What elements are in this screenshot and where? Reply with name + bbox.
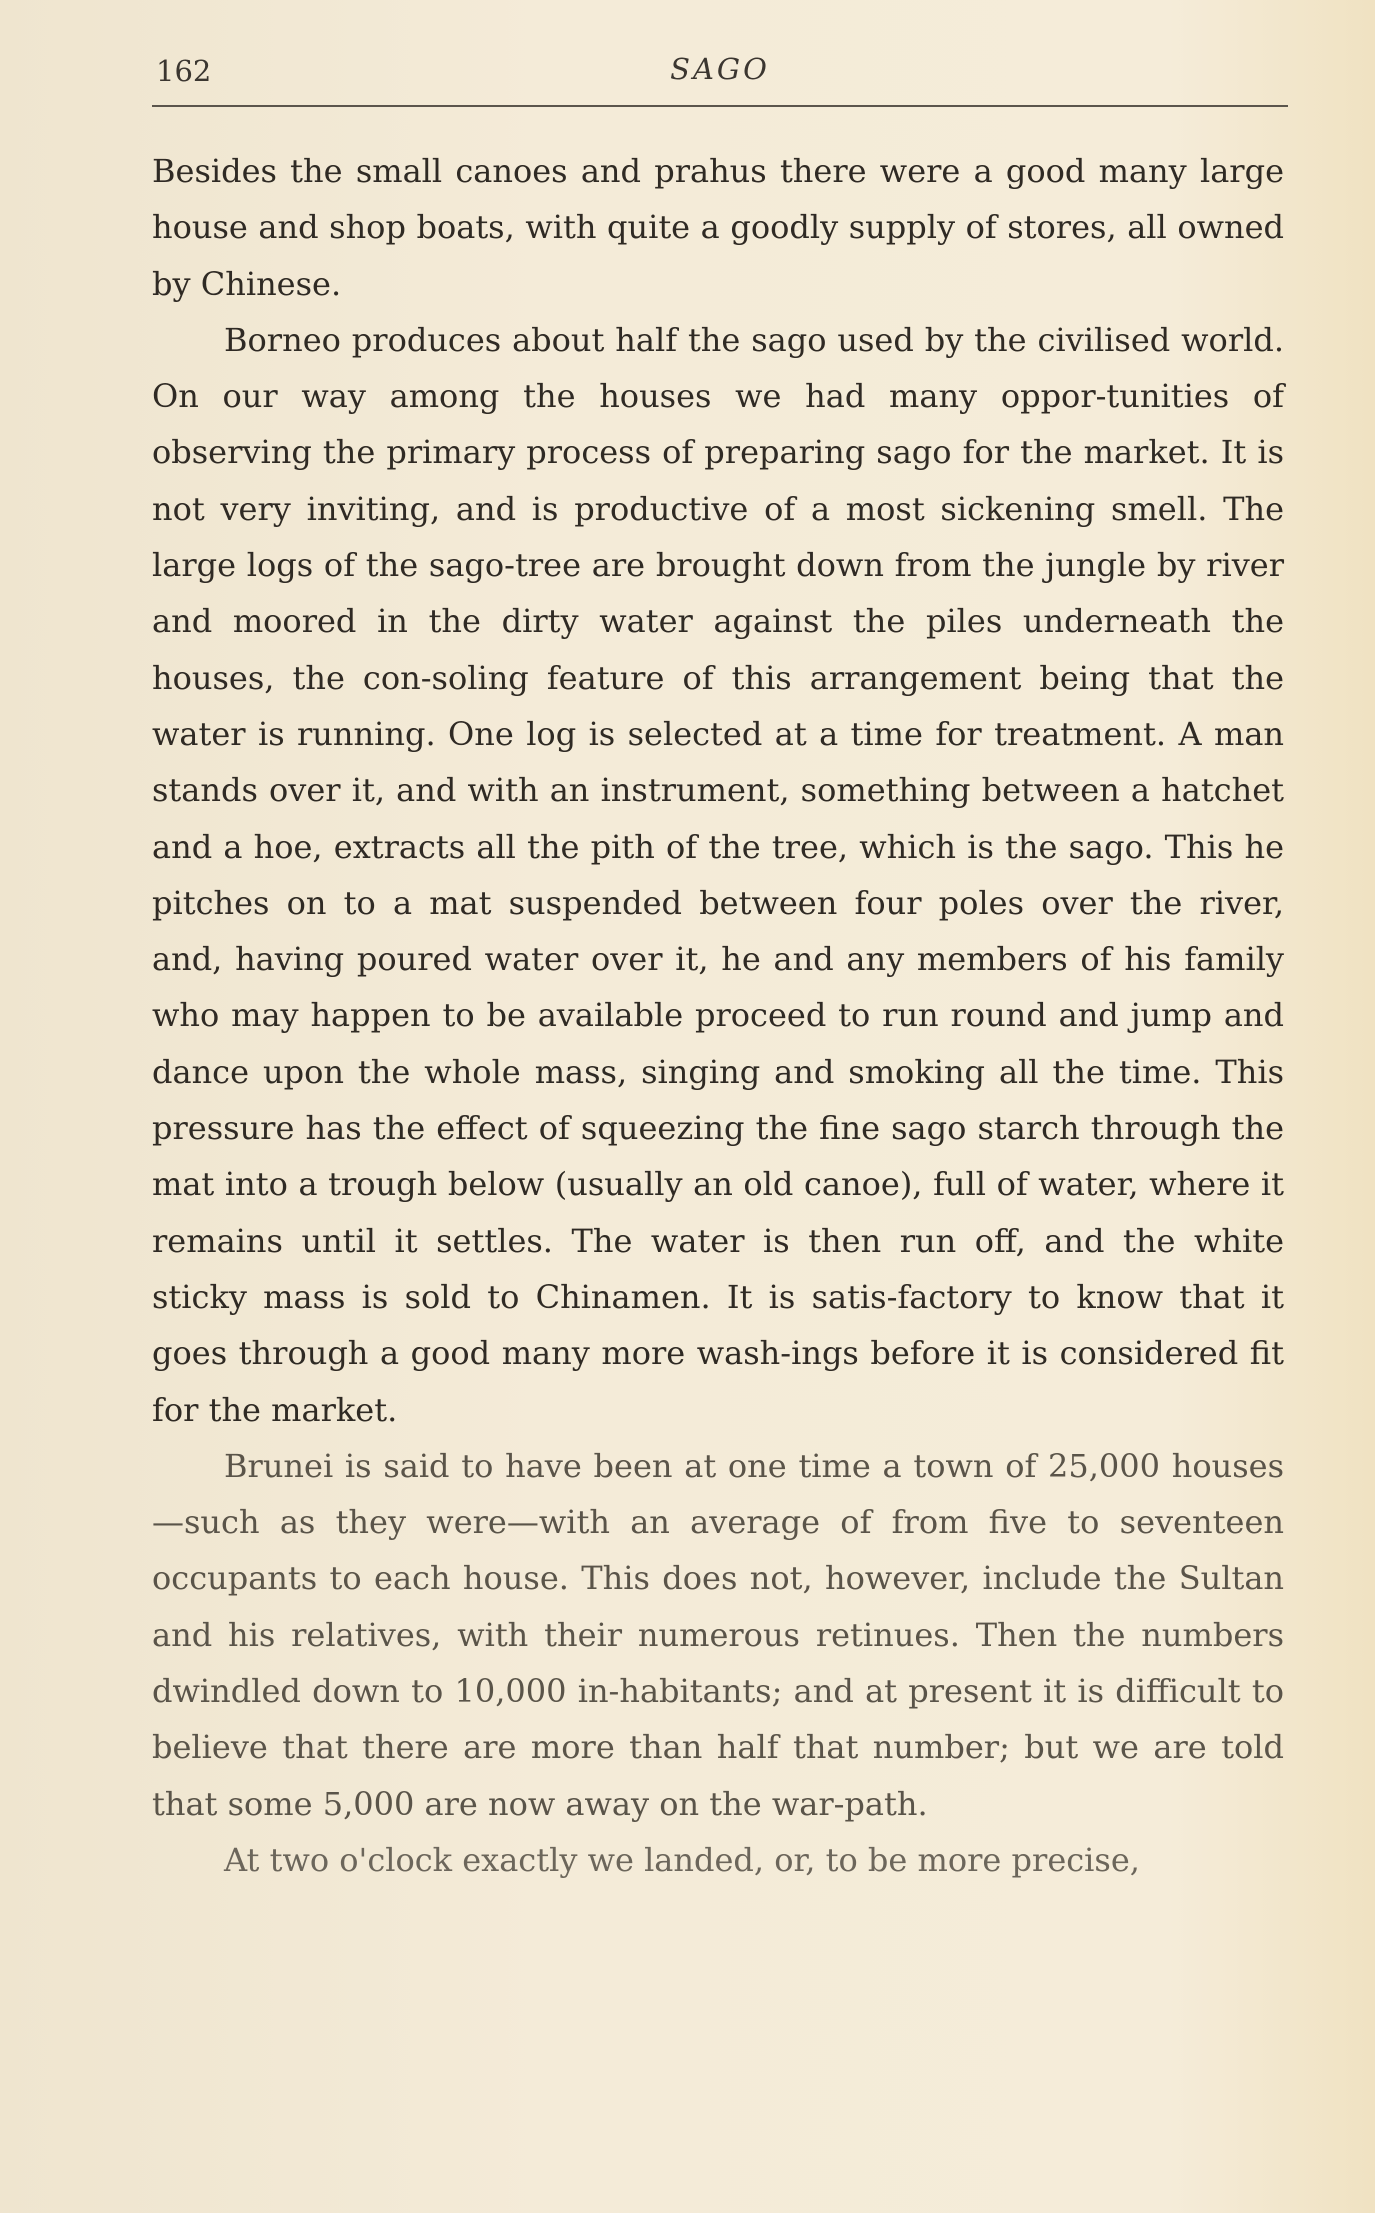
header-rule xyxy=(152,105,1288,107)
paragraph-brunei-population: Brunei is said to have been at one time a town of 25,000 houses—such as they were—with an average of from five to seventeen occupants to each house. This does not, however, include the Sultan and his relatives, with their numerous retinues. Then the numbers dwindled down to 10,000 in-habitants; and at present it is difficult to believe that there are more than half that number; but we are told that some 5,000 are now away on the war-path. xyxy=(152,1446,1284,1823)
paragraph-sago-process: Borneo produces about half the sago used by the civilised world. On our way among the houses we had many oppor-tunities of observing the primary process of preparing sago for the market. It is not very inviting, and is productive of a most sickening smell. The large logs of the sago-tree are brought down from the jungle by river and moored in the dirty water against the piles underneath the houses, the con-soling feature of this arrangement being that the water is running. One log is selected at a time for treatment. A man stands over it, and with an instrument, something between a hatchet and a hoe, extracts all the pith of the tree, which is the sago. This he pitches on to a mat suspended between four poles over the river, and, having poured water over it, he and any members of his family who may happen to be available proceed to run round and jump and dance upon the whole mass, singing and smoking all the time. This pressure has the effect of squeezing the fine sago starch through the mat into a trough below (usually an old canoe), full of water, where it remains until it settles. The water is then run off, and the white sticky mass is sold to Chinamen. It is satis-factory to know that it goes through a good many more wash-ings before it is considered fit for the market. xyxy=(152,320,1284,1429)
running-title: SAGO xyxy=(670,52,770,86)
page-number: 162 xyxy=(156,54,212,88)
text-body xyxy=(152,143,1284,1888)
page-header xyxy=(150,48,1290,98)
paragraph-landing: At two o'clock exactly we landed, or, to be more precise, xyxy=(224,1840,1140,1879)
paragraph-boats: Besides the small canoes and prahus there were a good many large house and shop boats, with quite a goodly supply of stores, all owned by Chinese. xyxy=(152,152,1284,303)
